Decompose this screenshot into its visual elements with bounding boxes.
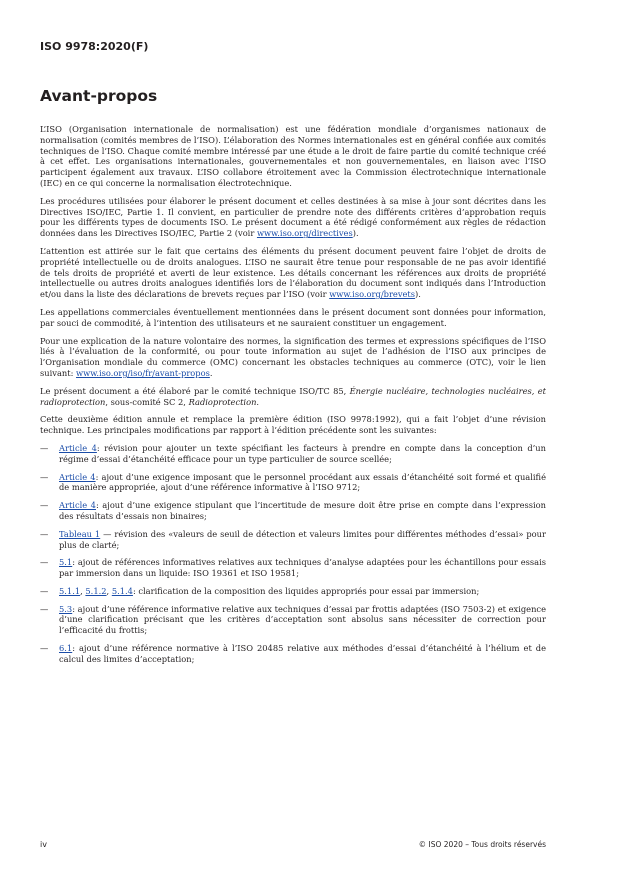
list-item: — Article 4: ajout d’une exigence imposant que le personnel procédant aux essais d’étanchéité soit formé et qualifié de manière appropriée, ajout d’une référence informative à l’ISO 9712; [40, 471, 546, 493]
clause-5-1-1-link[interactable]: 5.1.1 [59, 585, 81, 596]
foreword-body [40, 124, 546, 672]
foreword-link[interactable]: www.iso.org/iso/fr/avant-propos [76, 367, 210, 378]
article-4-link[interactable]: Article 4 [59, 500, 96, 511]
list-item: — Tableau 1 — révision des «valeurs de seuil de détection et valeurs limites pour différentes méthodes d’essai» pour plus de clarté; [40, 528, 546, 550]
clause-5-1-4-link[interactable]: 5.1.4 [111, 585, 133, 596]
clause-5-1-link[interactable]: 5.1 [59, 557, 73, 568]
clause-5-3-link[interactable]: 5.3 [59, 603, 73, 614]
paragraph-procedures: Les procédures utilisées pour élaborer le présent document et celles destinées à sa mise à jour sont décrites dans les Directives ISO/IEC, Partie 1. Il convient, en particulier de prendre note des différents critères d’approbation requis pour les différents types de documents ISO. Le présent document a été rédigé conformément aux règles de rédaction données dans les Directives ISO/IEC, Partie 2 (voir www.iso.org/directives). [40, 195, 546, 239]
changes-list [40, 443, 546, 665]
paragraph-committee: Le présent document a été élaboré par le comité technique ISO/TC 85, Énergie nucléaire, technologies nucléaires, et radioprotection, sous-comité SC 2, Radioprotection. [40, 385, 546, 407]
article-4-link[interactable]: Article 4 [59, 442, 97, 453]
document-id-header: ISO 9978:2020(F) [40, 40, 149, 53]
list-item: — 6.1: ajout d’une référence normative à l’ISO 20485 relative aux méthodes d’essai d’étanchéité à l’hélium et de calcul des limites d’acceptation; [40, 643, 546, 664]
patents-link[interactable]: www.iso.org/brevets [329, 289, 416, 300]
paragraph-edition: Cette deuxième édition annule et remplace la première édition (ISO 9978:1992), qui a fait l’objet d’une révision technique. Les principales modifications par rapport à l’édition précédente sont les suivantes: [40, 414, 546, 436]
list-item: — 5.1.1, 5.1.2, 5.1.4: clarification de la composition des liquides appropriés pour essai par immersion; [40, 585, 480, 596]
section-title: Avant-propos [40, 87, 158, 105]
table-1-link[interactable]: Tableau 1 [59, 528, 101, 539]
list-item: — Article 4: ajout d’une exigence stipulant que l’incertitude de mesure doit être prise en compte dans l’expression des résultats d’essais non binaires; [40, 500, 546, 521]
list-item: — 5.3: ajout d’une référence informative relative aux techniques d’essai par frottis adaptées (ISO 7503-2) et exigence d’une clarification précisant que les critères d’acceptation sont absolus sans nécessiter de correction pour l’efficacité du frottis; [40, 603, 546, 636]
copyright-notice: © ISO 2020 – Tous droits réservés [418, 840, 546, 849]
clause-6-1-link[interactable]: 6.1 [59, 643, 73, 654]
clause-5-1-2-link[interactable]: 5.1.2 [85, 585, 107, 596]
paragraph-trade-names: Les appellations commerciales éventuellement mentionnées dans le présent document sont données pour information, par souci de commodité, à l’intention des utilisateurs et ne sauraient constituer un engagement. [40, 306, 546, 328]
page-number: iv [40, 840, 47, 849]
article-4-link[interactable]: Article 4 [59, 471, 96, 482]
directives-link[interactable]: www.iso.org/directives [256, 228, 353, 239]
paragraph-patents: L’attention est attirée sur le fait que certains des éléments du présent document peuvent faire l’objet de droits de propriété intellectuelle ou de droits analogues. L’ISO ne saurait être tenue pour responsable de ne pas avoir identifié de tels droits de propriété et averti de leur existence. Les détails concernant les références aux droits de propriété intellectuelle ou autres droits analogues identifiés lors de l’élaboration du document sont indiqués dans l’Introduction et/ou dans la liste des déclarations de brevets reçues par l’ISO (voir www.iso.org/brevets). [40, 245, 546, 300]
list-item: — Article 4: révision pour ajouter un texte spécifiant les facteurs à prendre en compte dans la conception d’un régime d’essai d’étanchéité efficace pour un type particulier de source scellée; [40, 442, 546, 464]
paragraph-voluntary-nature: Pour une explication de la nature volontaire des normes, la signification des termes et expressions spécifiques de l’ISO liés à l’évaluation de la conformité, ou pour toute information au sujet de l’adhésion de l’ISO aux principes de l’Organisation mondiale du commerce (OMC) concernant les obstacles techniques au commerce (OTC), voir le lien suivant: www.iso.org/iso/fr/avant-propos. [40, 335, 546, 378]
list-item: — 5.1: ajout de références informatives relatives aux techniques d’analyse adaptées pour les échantillons pour essais par immersion dans un liquide: ISO 19361 et ISO 19581; [40, 557, 546, 579]
paragraph-iso-intro: L’ISO (Organisation internationale de normalisation) est une fédération mondiale d’organismes nationaux de normalisation (comités membres de l’ISO). L’élaboration des Normes internationales est en général confiée aux comités techniques de l’ISO. Chaque comité membre intéressé par une étude a le droit de faire partie du comité technique créé à cet effet. Les organisations internationales, gouvernementales et non gouvernementales, en liaison avec l’ISO participent également aux travaux. L’ISO collabore étroitement avec la Commission électrotechnique internationale (IEC) en ce qui concerne la normalisation électrotechnique. [40, 124, 546, 188]
